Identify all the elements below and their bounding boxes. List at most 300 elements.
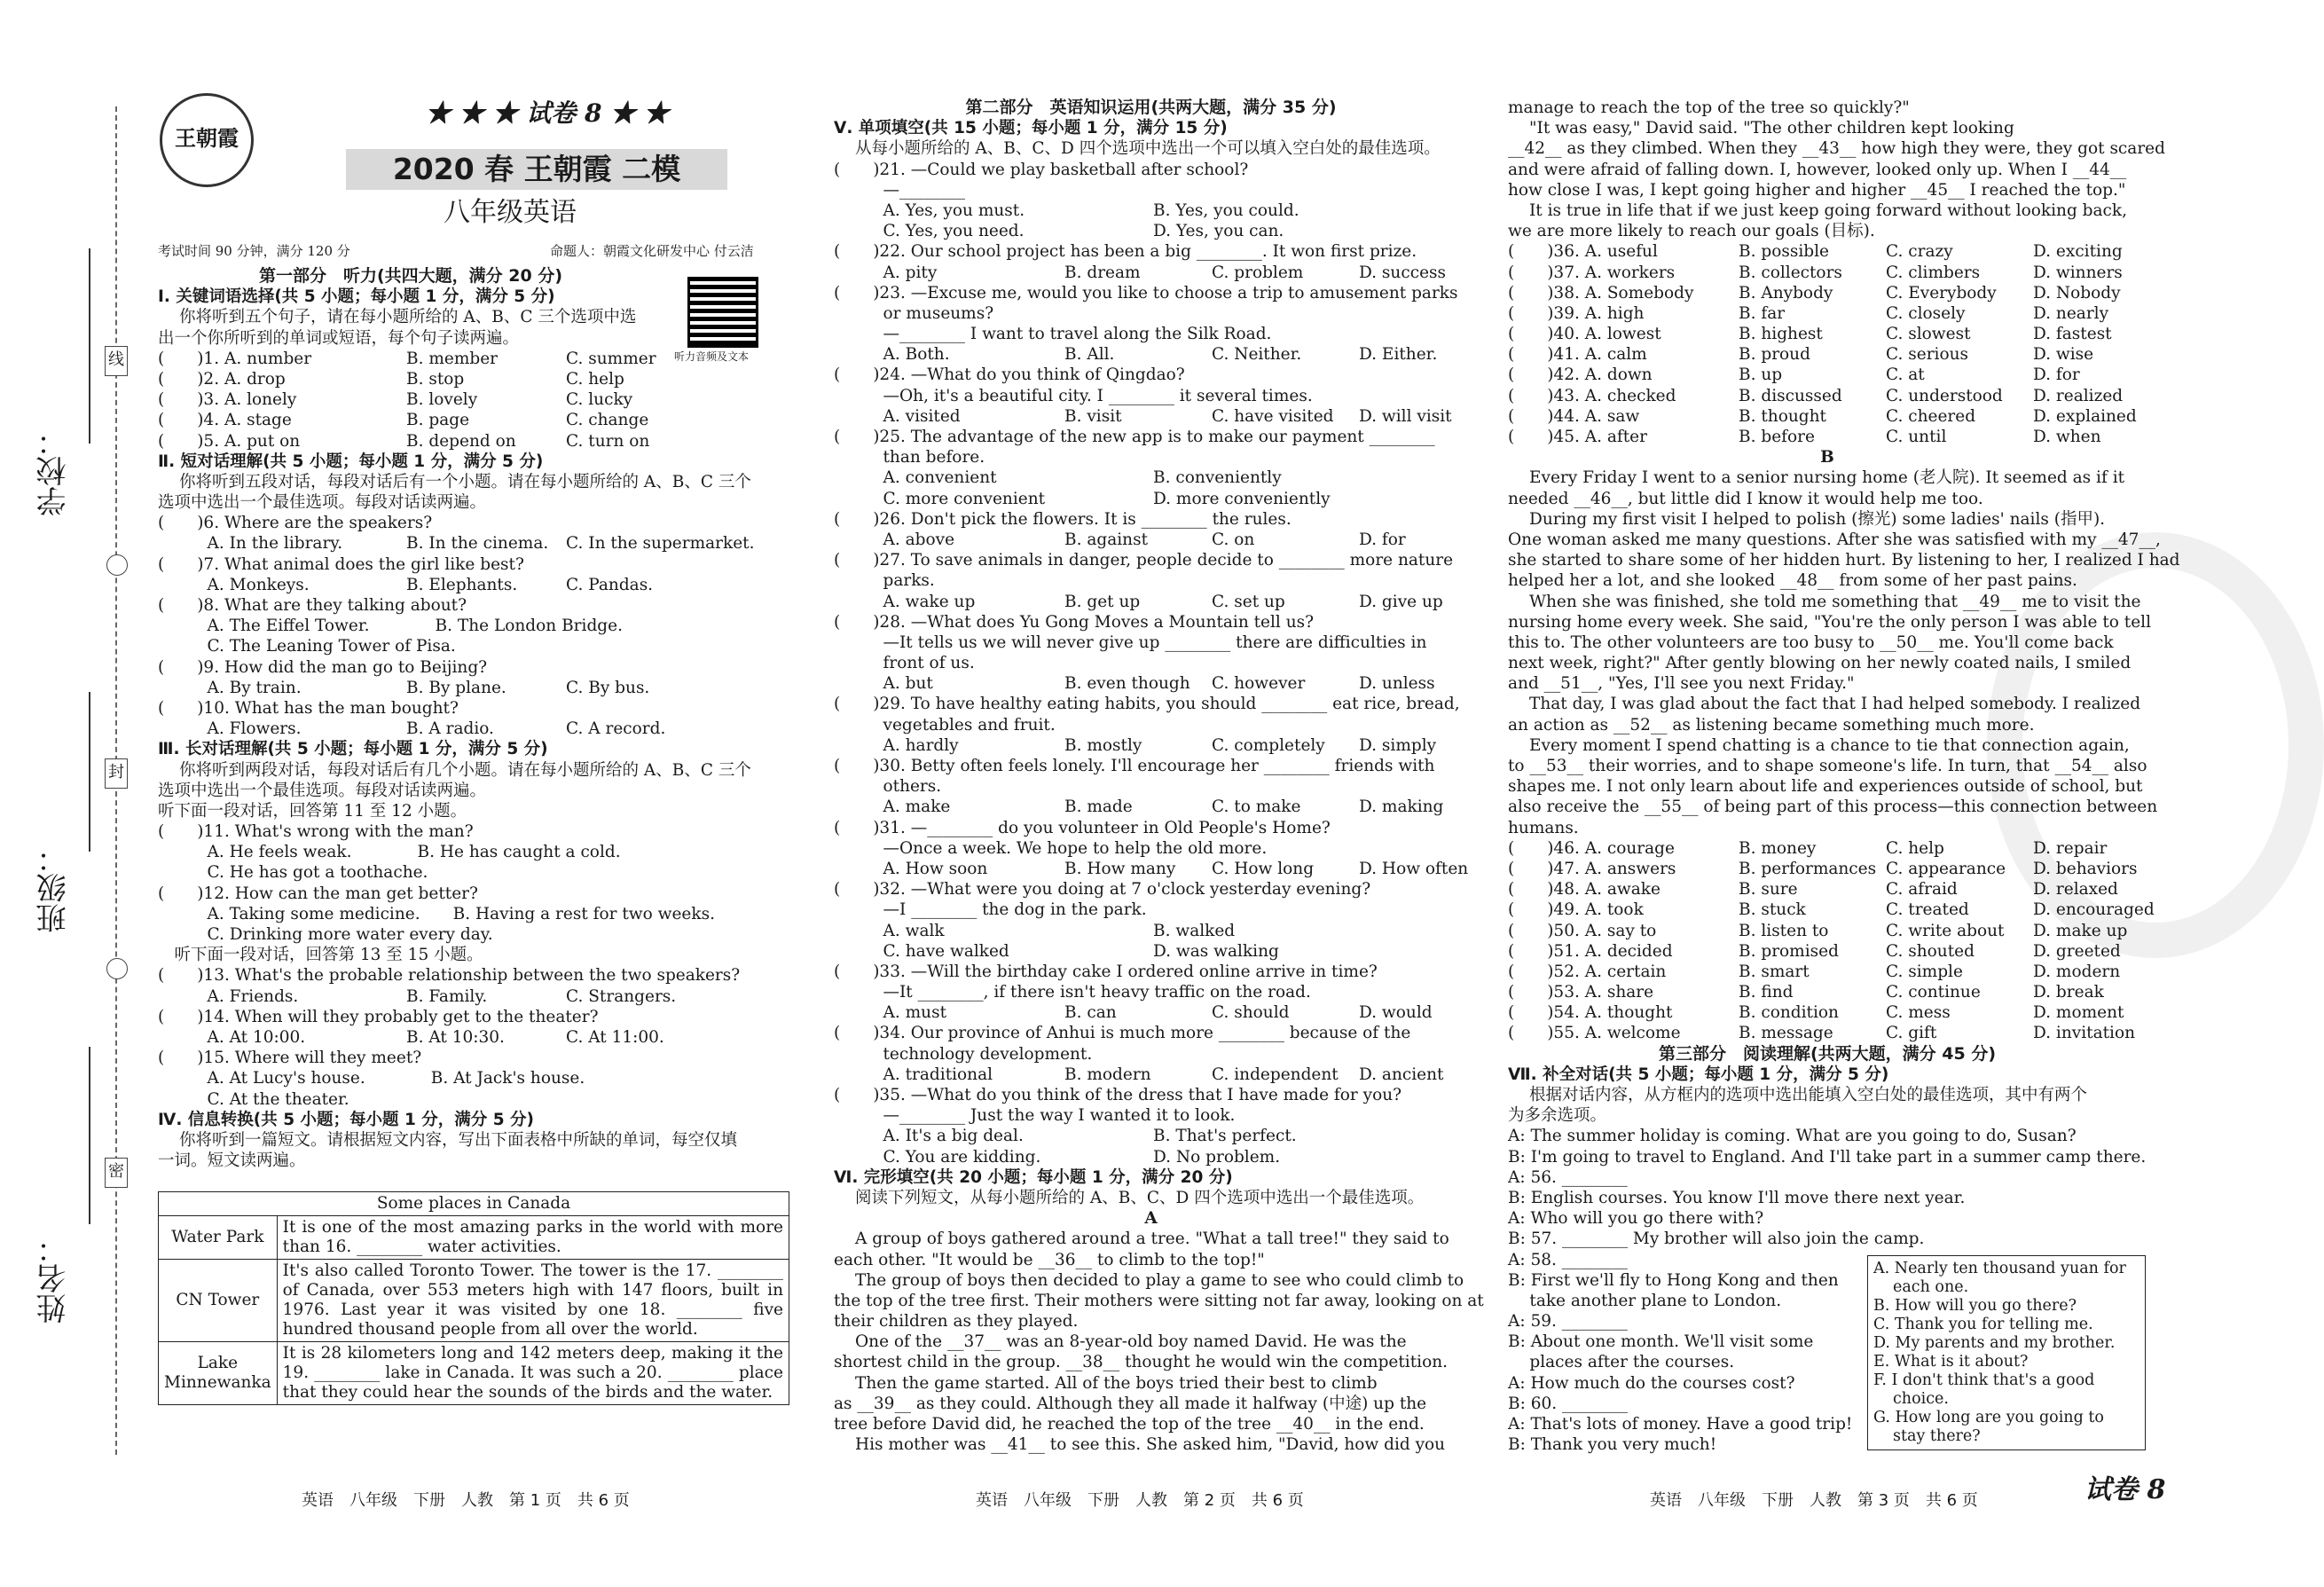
- text-line: B: Thank you very much!: [1508, 1435, 1717, 1455]
- option: C. to make: [1212, 797, 1301, 817]
- text-line: A: Who will you go there with?: [1508, 1209, 1764, 1229]
- part-title: 第二部分 英语知识运用(共两大题，满分 35 分): [965, 98, 1337, 117]
- option-a: ( )48. A. awake: [1508, 880, 1661, 900]
- text-line: C. Drinking more water every day.: [158, 925, 493, 944]
- option: B. discussed: [1739, 386, 1842, 405]
- option-a: ( )5. A. put on: [158, 431, 301, 451]
- option: B. stuck: [1739, 900, 1806, 920]
- section-title: Ⅶ. 补全对话(共 5 小题；每小题 1 分，满分 5 分): [1508, 1065, 1889, 1084]
- option: B. smart: [1739, 962, 1810, 981]
- option: C. cheered: [1886, 406, 1976, 426]
- option: C. lucky: [566, 390, 633, 410]
- question-options: [834, 1126, 1468, 1146]
- option: B. Yes, you could.: [1153, 200, 1299, 220]
- option: C. At 11:00.: [566, 1027, 664, 1047]
- option: B. walked: [1153, 921, 1236, 940]
- option: B. get up: [1064, 592, 1141, 611]
- option: B. far: [1739, 303, 1786, 323]
- question-options: [834, 1147, 1468, 1167]
- text-line: each other. "It would be __36__ to climb to the top!": [834, 1250, 1265, 1269]
- text-line: B: About one month. We'll visit some: [1508, 1332, 1814, 1352]
- text-line: shortest child in the group. __38__ thought he would win the competition.: [834, 1353, 1449, 1372]
- option: B. How many: [1064, 859, 1176, 878]
- text-line: A: 59. ________: [1508, 1312, 1628, 1332]
- text-line: During my first visit I helped to polish (擦光) some ladies' nails (指甲).: [1529, 509, 2106, 529]
- exam-author: 命题人：朝霞文化研发中心 付云洁: [550, 243, 754, 259]
- text-line: needed __46__, but little did I know it would help me too.: [1508, 489, 1983, 508]
- text-line: One of the __37__ was an 8-year-old boy named David. He was the: [855, 1332, 1407, 1352]
- text-line: also receive the __55__ of being part of this process—this connection between: [1508, 797, 2158, 817]
- text-line: "It was easy," David said. "The other children kept looking: [1529, 119, 2014, 138]
- option-a: A. walk: [834, 921, 945, 940]
- option: C. help: [1886, 838, 1944, 858]
- option: B. condition: [1739, 1003, 1839, 1023]
- question-options: [158, 1027, 663, 1048]
- option: D. modern: [2033, 962, 2121, 981]
- question-options: [158, 533, 755, 554]
- text-line: parks.: [834, 571, 935, 591]
- text-line: A: That's lots of money. Have a good trip!: [1508, 1415, 1853, 1434]
- option: D. break: [2033, 983, 2104, 1002]
- question-options: [834, 921, 1468, 941]
- option-a: A. make: [834, 797, 951, 817]
- text-line: 你将听到五段对话，每段对话后有一个小题。请在每小题所给的 A、B、C 三个: [179, 472, 751, 491]
- option: B. Elephants.: [406, 575, 518, 594]
- option: D. more conveniently: [1153, 489, 1331, 508]
- option: C. slowest: [1886, 325, 1971, 344]
- question-options: [834, 263, 1468, 283]
- dialogue-option: F. I don't think that's a good choice.: [1873, 1371, 2095, 1408]
- text-line: ( )28. —What does Yu Gong Moves a Mountain tell us?: [834, 612, 1315, 632]
- option: B. conveniently: [1153, 468, 1282, 488]
- text-line: 听下面一段对话，回答第 13 至 15 小题。: [158, 946, 483, 965]
- option: C. How long: [1212, 859, 1315, 878]
- question-options: [1508, 921, 2147, 941]
- option: D. greeted: [2033, 941, 2121, 961]
- question-options: [834, 200, 1468, 221]
- table-row: [159, 1342, 789, 1405]
- qr-caption: 听力音频及文本: [674, 350, 750, 363]
- dialogue-option: D. My parents and my brother.: [1873, 1334, 2116, 1352]
- text-line: helped her a lot, and she looked __48__ from some of her past pains.: [1508, 571, 2077, 591]
- text-line: ( )26. Don't pick the flowers. It is ________ the rules.: [834, 509, 1292, 529]
- text-line: take another plane to London.: [1508, 1291, 1782, 1310]
- option: D. Either.: [1359, 345, 1438, 365]
- option: B. At 10:30.: [406, 1027, 505, 1047]
- option-a: C. You are kidding.: [834, 1147, 1041, 1167]
- option: D. give up: [1359, 592, 1443, 611]
- option: D. repair: [2033, 838, 2108, 858]
- option: B. up: [1739, 365, 1783, 385]
- text-line: than before.: [834, 448, 985, 467]
- question-options: [1508, 427, 2147, 447]
- page2-column: [834, 98, 1484, 1455]
- seal-mark-secret: 密: [105, 1158, 128, 1188]
- text-line: front of us.: [834, 654, 975, 673]
- text-line: —Once a week. We hope to help the old more.: [834, 838, 1268, 858]
- option: C. climbers: [1886, 263, 1981, 282]
- text-line: A group of boys gathered around a tree. "What a tall tree!" they said to: [855, 1230, 1449, 1249]
- option: D. Yes, you can.: [1153, 222, 1284, 241]
- option: D. nearly: [2033, 303, 2109, 323]
- option: D. realized: [2033, 386, 2124, 405]
- text-line: The group of boys then decided to play a game to see who could climb to: [855, 1270, 1464, 1290]
- option: B. highest: [1739, 325, 1823, 344]
- text-line: ( )21. —Could we play basketball after school?: [834, 160, 1249, 179]
- text-line: 从每小题所给的 A、B、C、D 四个选项中选出一个可以填入空白处的最佳选项。: [855, 139, 1441, 159]
- qr-code-icon[interactable]: [687, 277, 758, 348]
- seal-mark-line: 线: [105, 346, 128, 376]
- text-line: A. Taking some medicine. B. Having a rest for two weeks.: [158, 904, 715, 923]
- text-line: C. At the theater.: [158, 1089, 349, 1109]
- class-label: 班级：: [36, 843, 72, 933]
- option: C. set up: [1212, 592, 1285, 611]
- text-line: 你将听到一篇短文。请根据短文内容，写出下面表格中所缺的单词，每空仅填: [179, 1130, 738, 1150]
- option: B. member: [406, 349, 499, 368]
- text-line: ( )9. How did the man go to Beijing?: [158, 657, 488, 677]
- question-options: [1508, 962, 2147, 982]
- option: D. ancient: [1359, 1065, 1444, 1084]
- option: D. when: [2033, 428, 2101, 446]
- dialogue-options-box: [1867, 1255, 2146, 1450]
- option: B. possible: [1739, 242, 1829, 262]
- option: D. moment: [2033, 1003, 2124, 1023]
- text-line: Then the game started. All of the boys tried their best to climb: [855, 1373, 1378, 1393]
- text-line: —Oh, it's a beautiful city. I ________ it several times.: [834, 386, 1313, 405]
- option: C. completely: [1212, 735, 1325, 755]
- text-line: Every Friday I went to a senior nursing home (老人院). It seemed as if it: [1529, 468, 2125, 488]
- option-a: ( )52. A. certain: [1508, 962, 1667, 981]
- option: C. understood: [1886, 386, 2003, 405]
- question-options: [834, 489, 1468, 509]
- option: C. problem: [1212, 263, 1304, 282]
- option-a: A. Friends.: [158, 986, 299, 1006]
- text-line: 你将听到五个句子，请在每小题所给的 A、B、C 三个选项中选: [179, 308, 637, 327]
- question-options: [1508, 365, 2147, 385]
- option: B. mostly: [1064, 735, 1142, 755]
- question-options: [158, 719, 666, 739]
- question-options: [834, 221, 1468, 241]
- option-a: ( )43. A. checked: [1508, 386, 1676, 405]
- text-line: manage to reach the top of the tree so quickly?": [1508, 98, 1910, 117]
- text-line: A: 56. ________: [1508, 1167, 1628, 1187]
- option-a: ( )51. A. decided: [1508, 941, 1673, 961]
- question-options: [834, 673, 1468, 694]
- text-line: 选项中选出一个最佳选项。每段对话读两遍。: [158, 781, 487, 800]
- option-a: ( )53. A. share: [1508, 983, 1654, 1002]
- option: C. treated: [1886, 900, 1969, 920]
- option: D. invitation: [2033, 1024, 2136, 1043]
- dialogue-option: B. How will you go there?: [1873, 1297, 2077, 1315]
- option: B. proud: [1739, 345, 1810, 365]
- option: C. on: [1212, 530, 1255, 549]
- text-line: A. At Lucy's house. B. At Jack's house.: [158, 1069, 585, 1088]
- option-a: ( )36. A. useful: [1508, 242, 1658, 262]
- question-options: [158, 986, 677, 1007]
- text-line: __42__ as they climbed. When they __43__ how high they were, they got scared: [1508, 139, 2165, 159]
- text-line: That day, I was glad about the fact that I had helped somebody. I realized: [1529, 695, 2141, 714]
- option: D. for: [1359, 530, 1406, 549]
- question-options: [834, 859, 1468, 879]
- option-a: ( )40. A. lowest: [1508, 325, 1661, 344]
- option: C. appearance: [1886, 859, 2006, 878]
- text-line: technology development.: [834, 1044, 1093, 1064]
- text-line: 一词。短文读两遍。: [158, 1151, 306, 1171]
- option-a: C. more convenient: [834, 489, 1046, 508]
- option-a: A. above: [834, 530, 955, 549]
- section-title: Ⅰ. 关键词语选择(共 5 小题；每小题 1 分，满分 5 分): [158, 287, 555, 307]
- text-line: ( )7. What animal does the girl like best?: [158, 554, 524, 574]
- text-line: ( )35. —What do you think of the dress that I have made for you?: [834, 1086, 1402, 1104]
- text-line: When she was finished, she told me something that __49__ me to visit the: [1529, 592, 2141, 611]
- paper-badge: 试卷 8: [2085, 1474, 2166, 1505]
- option-a: A. visited: [834, 406, 961, 426]
- option: C. By bus.: [566, 678, 650, 697]
- option-a: ( )1. A. number: [158, 349, 312, 368]
- part-title: 第一部分 听力(共四大题，满分 20 分): [258, 266, 563, 286]
- section-title: Ⅴ. 单项填空(共 15 小题；每小题 1 分，满分 15 分): [834, 119, 1228, 138]
- brand-logo: 王朝霞: [160, 93, 254, 187]
- question-options: [1508, 283, 2147, 303]
- option: C. turn on: [566, 431, 650, 451]
- option-a: A. hardly: [834, 735, 959, 755]
- option-a: ( )46. A. courage: [1508, 838, 1675, 858]
- text-line: —________ Just the way I wanted it to look.: [834, 1106, 1236, 1126]
- passage-label: A: [1144, 1209, 1158, 1229]
- option-a: A. Monkeys.: [158, 575, 310, 594]
- option-a: C. have walked: [834, 941, 1009, 961]
- question-options: [158, 369, 663, 389]
- option: B. listen to: [1739, 921, 1829, 940]
- option-a: A. must: [834, 1003, 947, 1023]
- option: C. simple: [1886, 962, 1963, 981]
- text-line: ( )15. Where will they meet?: [158, 1049, 422, 1068]
- option: D. How often: [1359, 859, 1469, 878]
- option: D. explained: [2033, 406, 2137, 426]
- section-title: Ⅳ. 信息转换(共 5 小题；每小题 1 分，满分 5 分): [158, 1110, 534, 1129]
- option: D. would: [1359, 1003, 1433, 1023]
- table-row: [159, 1260, 789, 1342]
- text-line: and were afraid of falling down. I, however, looked only up. When I __44__: [1508, 160, 2127, 179]
- question-options: [834, 344, 1468, 365]
- option: C. closely: [1886, 303, 1966, 323]
- question-options: [1508, 344, 2147, 365]
- option-a: ( )39. A. high: [1508, 303, 1645, 323]
- footer-page3: 英语 八年级 下册 人教 第 3 页 共 6 页: [1650, 1491, 1978, 1510]
- option-a: ( )42. A. down: [1508, 365, 1653, 385]
- text-line: the top of the tree first. Their mothers were sitting not far away, looking on at: [834, 1291, 1484, 1310]
- question-options: [1508, 1002, 2147, 1023]
- question-options: [834, 1065, 1468, 1085]
- option-a: A. wake up: [834, 592, 976, 611]
- option-a: A. By train.: [158, 678, 302, 697]
- table-row: [159, 1216, 789, 1260]
- dialogue-option: E. What is it about?: [1873, 1353, 2029, 1371]
- option-a: ( )3. A. lonely: [158, 390, 297, 410]
- text-line: or museums?: [834, 303, 994, 323]
- option-a: A. Both.: [834, 345, 950, 365]
- option: B. In the cinema.: [406, 534, 549, 554]
- option: C. afraid: [1886, 880, 1958, 900]
- school-line: [89, 248, 90, 444]
- text-line: tree before David did, he reached the top of the tree __40__ in the end.: [834, 1415, 1425, 1434]
- school-label: 学校：: [36, 426, 72, 516]
- text-line: ( )25. The advantage of the new app is to make our payment ________: [834, 428, 1435, 446]
- option: B. stop: [406, 369, 465, 389]
- option: B. find: [1739, 983, 1794, 1002]
- question-options: [834, 592, 1468, 612]
- option: B. That's perfect.: [1153, 1127, 1297, 1146]
- table-desc: It is one of the most amazing parks in the world with more than 16. ________ water activities.: [277, 1216, 789, 1260]
- option: D. unless: [1359, 674, 1435, 694]
- option: C. have visited: [1212, 406, 1334, 426]
- question-options: [1508, 324, 2147, 344]
- question-options: [1508, 386, 2147, 406]
- question-options: [834, 735, 1468, 756]
- option: C. Pandas.: [566, 575, 654, 594]
- text-line: —It tells us we will never give up ________ there are difficulties in: [834, 632, 1427, 652]
- text-line: ( )11. What's wrong with the man?: [158, 822, 474, 842]
- text-line: ( )10. What has the man bought?: [158, 698, 459, 718]
- option: C. change: [566, 411, 649, 430]
- text-line: ( )8. What are they talking about?: [158, 596, 467, 615]
- text-line: 根据对话内容，从方框内的选项中选出能填入空白处的最佳选项，其中有两个: [1529, 1086, 2088, 1104]
- option: B. A radio.: [406, 719, 494, 739]
- table-desc: It is 28 kilometers long and 142 meters deep, making it the 19. ________ lake in Canada. It was such a 20. ________ place that they could hear the sounds of the birds and the water.: [277, 1342, 789, 1405]
- text-line: C. The Leaning Tower of Pisa.: [158, 637, 456, 656]
- option: D. fastest: [2033, 325, 2112, 344]
- text-line: their children as they played.: [834, 1312, 1079, 1332]
- text-line: nursing home every week. She said, "You're the only person I was able to tell: [1508, 612, 2152, 632]
- text-line: —I ________ the dog in the park.: [834, 900, 1147, 920]
- text-line: 为多余选项。: [1508, 1106, 1607, 1126]
- option-a: A. At 10:00.: [158, 1027, 306, 1047]
- text-line: A. The Eiffel Tower. B. The London Bridge.: [158, 617, 623, 636]
- text-line: ( )32. —What were you doing at 7 o'clock yesterday evening?: [834, 880, 1371, 900]
- text-line: ( )23. —Excuse me, would you like to choose a trip to amusement parks: [834, 283, 1458, 302]
- dialogue-option: G. How long are you going to stay there?: [1873, 1409, 2104, 1445]
- text-line: places after the courses.: [1508, 1353, 1735, 1372]
- table-place: Lake Minnewanka: [159, 1342, 278, 1405]
- text-line: —________: [834, 180, 966, 200]
- option: B. against: [1064, 530, 1149, 549]
- option: C. mess: [1886, 1003, 1951, 1023]
- text-line: A: 58. ________: [1508, 1250, 1628, 1269]
- question-options: [158, 410, 663, 430]
- option: D. success: [1359, 263, 1447, 282]
- question-options: [834, 467, 1468, 488]
- question-options: [1508, 241, 2147, 262]
- question-options: [158, 431, 663, 452]
- option-a: A. pity: [834, 263, 938, 282]
- option-a: ( )47. A. answers: [1508, 859, 1676, 878]
- option: B. promised: [1739, 941, 1839, 961]
- option-a: C. Yes, you need.: [834, 222, 1025, 241]
- option: B. page: [406, 411, 470, 430]
- option-a: ( )2. A. drop: [158, 369, 286, 389]
- text-line: —________ I want to travel along the Silk Road.: [834, 325, 1272, 344]
- option: B. can: [1064, 1003, 1117, 1023]
- table-title: Some places in Canada: [159, 1192, 789, 1216]
- option: C. In the supermarket.: [566, 534, 755, 554]
- option: D. encouraged: [2033, 900, 2155, 920]
- dialogue-option: C. Thank you for telling me.: [1873, 1316, 2093, 1333]
- option: C. until: [1886, 428, 1947, 446]
- text-line: this to. The other volunteers are too busy to __50__ me. You'll come back: [1508, 632, 2114, 652]
- text-line: B: 60. ________: [1508, 1394, 1629, 1413]
- option: C. summer: [566, 349, 656, 368]
- option: D. will visit: [1359, 406, 1452, 426]
- text-line: It is true in life that if we just keep going forward without looking back,: [1529, 200, 2127, 220]
- option-a: A. convenient: [834, 468, 997, 488]
- option: C. serious: [1886, 345, 1969, 365]
- option: B. before: [1739, 428, 1815, 446]
- option: D. exciting: [2033, 242, 2123, 262]
- exam-time: 考试时间 90 分钟，满分 120 分: [158, 243, 350, 259]
- option-a: ( )38. A. Somebody: [1508, 283, 1694, 302]
- option: C. A record.: [566, 719, 666, 739]
- text-line: we are more likely to reach our goals (目标).: [1508, 222, 1875, 241]
- option: C. help: [566, 369, 624, 389]
- binding-hole: [106, 958, 128, 979]
- text-line: how close I was, I kept going higher and higher __45__ I reached the top.": [1508, 180, 2126, 200]
- option: B. visit: [1064, 406, 1122, 426]
- text-line: ( )14. When will they probably get to the theater?: [158, 1007, 599, 1026]
- option: B. lovely: [406, 390, 478, 410]
- option: C. shouted: [1886, 941, 1975, 961]
- question-options: [834, 797, 1468, 817]
- section-title: Ⅱ. 短对话理解(共 5 小题；每小题 1 分，满分 5 分): [158, 452, 544, 471]
- option: B. message: [1739, 1024, 1833, 1043]
- option: B. thought: [1739, 406, 1826, 426]
- text-line: vegetables and fruit.: [834, 715, 1056, 735]
- option: D. No problem.: [1153, 1147, 1281, 1167]
- text-line: ( )34. Our province of Anhui is much more ________ because of the: [834, 1024, 1411, 1043]
- section-title: Ⅵ. 完形填空(共 20 小题；每小题 1 分，满分 20 分): [834, 1167, 1233, 1187]
- text-line: next week, right?" After gently blowing on her newly coated nails, I smiled: [1508, 654, 2132, 673]
- option: D. making: [1359, 797, 1444, 817]
- footer-page1: 英语 八年级 下册 人教 第 1 页 共 6 页: [302, 1491, 630, 1510]
- text-line: A: How much do the courses cost?: [1508, 1373, 1795, 1393]
- section-title: Ⅲ. 长对话理解(共 5 小题；每小题 1 分，满分 5 分): [158, 740, 548, 759]
- option: C. write about: [1886, 921, 2005, 940]
- info-table: [158, 1191, 789, 1405]
- text-line: ( )33. —Will the birthday cake I ordered online arrive in time?: [834, 962, 1378, 981]
- question-options: [1508, 406, 2147, 427]
- option: C. at: [1886, 365, 1925, 385]
- text-line: One woman asked me many questions. After she was satisfied with my __47__,: [1508, 530, 2161, 549]
- question-options: [1508, 303, 2147, 324]
- option-a: ( )50. A. say to: [1508, 921, 1657, 940]
- text-line: ( )13. What's the probable relationship between the two speakers?: [158, 966, 741, 986]
- option: C. Neither.: [1212, 345, 1302, 365]
- option-a: ( )44. A. saw: [1508, 406, 1640, 426]
- text-line: ( )27. To save animals in danger, people decide to ________ more nature: [834, 551, 1454, 570]
- text-line: to __53__ their worries, and to shape someone's life. In turn, that __54__ also: [1508, 757, 2147, 775]
- option: C. gift: [1886, 1024, 1937, 1043]
- option: B. collectors: [1739, 263, 1842, 282]
- text-line: Every moment I spend chatting is a chance to tie that connection again,: [1529, 735, 2130, 755]
- question-options: [158, 389, 663, 410]
- option: B. Anybody: [1739, 283, 1833, 302]
- option-a: ( )37. A. workers: [1508, 263, 1676, 282]
- question-options: [1508, 941, 2147, 962]
- text-line: 你将听到两段对话，每段对话后有几个小题。请在每小题所给的 A、B、C 三个: [179, 760, 751, 780]
- text-line: C. He has got a toothache.: [158, 863, 428, 883]
- exam-title: 2020 春 王朝霞 二模: [346, 149, 727, 190]
- question-options: [158, 678, 663, 698]
- text-line: B: First we'll fly to Hong Kong and then: [1508, 1270, 1839, 1290]
